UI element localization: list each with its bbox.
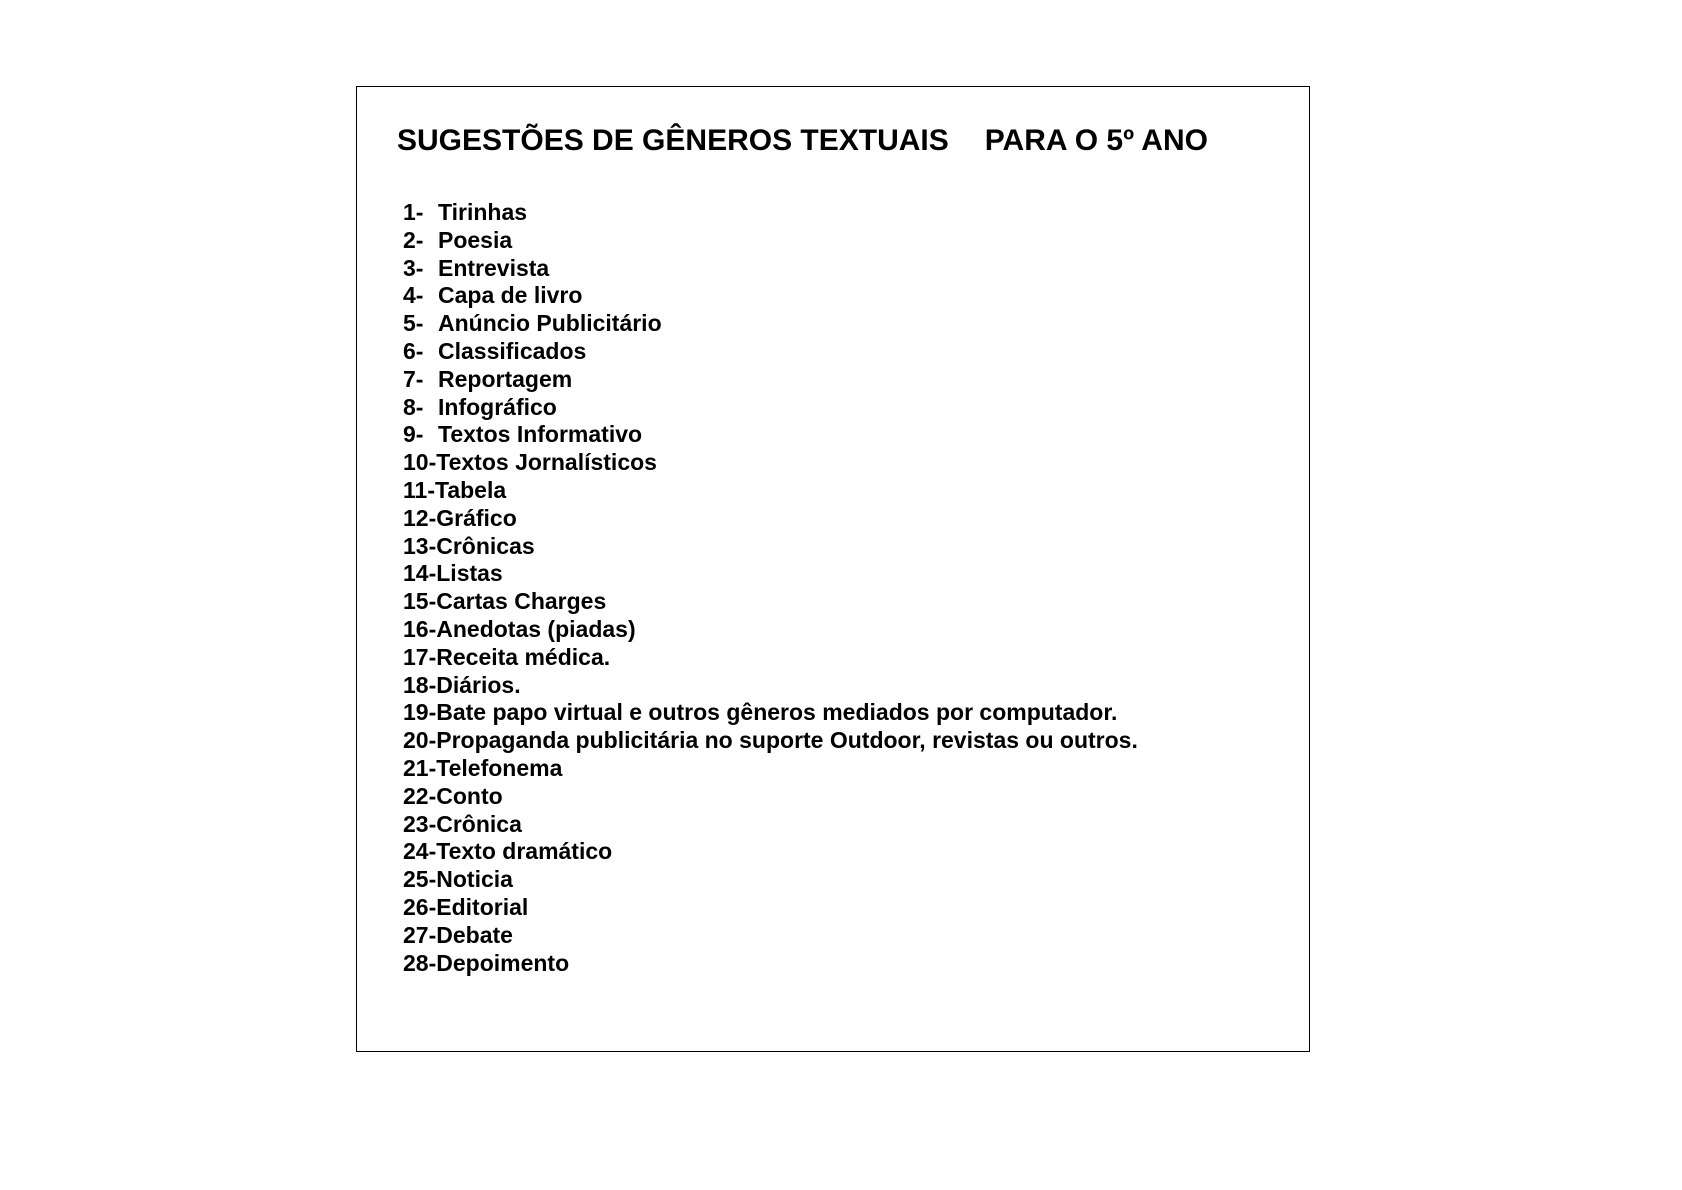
list-item [403,338,1138,366]
page-title [397,123,1208,159]
list-item-number: 20- [403,727,437,754]
list-item [403,505,1138,533]
list-item-label: Reportagem [438,365,573,392]
list-item-label: Propaganda publicitária no suporte Outdoor, revistas ou outros. [436,727,1138,754]
list-item [403,783,1138,811]
list-item-number: 28- [403,949,437,976]
list-item [403,282,1138,310]
list-item-label: Infográfico [438,393,557,420]
list-item-label: Telefonema [436,754,563,781]
list-item-number: 21- [403,754,437,781]
list-item-number: 12- [403,504,437,531]
list-item-label: Anúncio Publicitário [438,310,662,337]
list-item-number: 1- [403,199,424,225]
list-item-label: Anedotas (piadas) [436,615,636,642]
title-main: SUGESTÕES DE GÊNEROS TEXTUAIS [397,124,949,157]
list-item-label: Texto dramático [436,838,613,865]
list-item [403,227,1138,255]
list-item [403,838,1138,866]
list-item-label: Textos Informativo [438,421,643,448]
list-item [403,449,1138,477]
list-item-label: Entrevista [438,254,550,281]
list-item-number: 4- [403,282,424,309]
list-item [403,950,1138,978]
list-item [403,727,1138,755]
list-item-number: 27- [403,921,437,948]
list-item-number: 19- [403,699,437,726]
list-item-number: 13- [403,532,437,559]
list-item-number: 23- [403,810,437,837]
list-item [403,672,1138,700]
list-item-label: Noticia [436,866,513,893]
list-item [403,699,1138,727]
list-item [403,477,1138,505]
list-item [403,255,1138,283]
list-item [403,310,1138,338]
document-frame [356,86,1310,1052]
list-item-number: 26- [403,893,437,920]
list-item-number: 9- [403,421,424,448]
list-item [403,560,1138,588]
list-item-number: 22- [403,782,437,809]
list-item-label: Diários. [436,671,521,698]
list-item-label: Receita médica. [436,643,611,670]
list-item-number: 15- [403,588,437,615]
list-item-label: Editorial [436,893,529,920]
list-item-label: Cartas Charges [436,588,607,615]
list-item-number: 3- [403,254,424,281]
list-item [403,533,1138,561]
list-item-number: 8- [403,393,424,420]
list-item [403,866,1138,894]
list-item [403,366,1138,394]
list-item-label: Capa de livro [438,282,583,309]
list-item [403,616,1138,644]
list-item [403,922,1138,950]
list-item-number: 25- [403,866,437,893]
list-item [403,199,1138,227]
list-item-label: Crônicas [436,532,535,559]
list-item [403,421,1138,449]
list-item-label: Tabela [434,476,507,503]
list-item-number: 14- [403,560,437,587]
list-item-label: Classificados [438,337,587,364]
list-item-number: 18- [403,671,437,698]
list-item-number: 2- [403,226,424,253]
list-item [403,644,1138,672]
list-item-label: Tirinhas [438,199,528,225]
list-item-label: Bate papo virtual e outros gêneros mediados por computador. [436,699,1118,726]
list-item [403,755,1138,783]
list-item-number: 10- [403,449,437,476]
list-item-label: Conto [436,782,503,809]
title-grade: PARA O 5º ANO [984,124,1208,157]
list-item-number: 7- [403,365,424,392]
list-item-label: Gráfico [436,504,517,531]
list-item-label: Textos Jornalísticos [436,449,657,476]
list-item-label: Depoimento [436,949,570,976]
list-item [403,394,1138,422]
genre-list [403,199,1138,977]
list-item-number: 11- [403,476,435,503]
list-item-label: Listas [436,560,503,587]
list-item-label: Crônica [436,810,522,837]
list-item-number: 6- [403,337,424,364]
list-item [403,894,1138,922]
list-item-label: Poesia [438,226,513,253]
list-item [403,588,1138,616]
list-item [403,811,1138,839]
list-item-number: 5- [403,310,424,337]
list-item-label: Debate [436,921,513,948]
list-item-number: 17- [403,643,437,670]
list-item-number: 16- [403,615,437,642]
list-item-number: 24- [403,838,437,865]
